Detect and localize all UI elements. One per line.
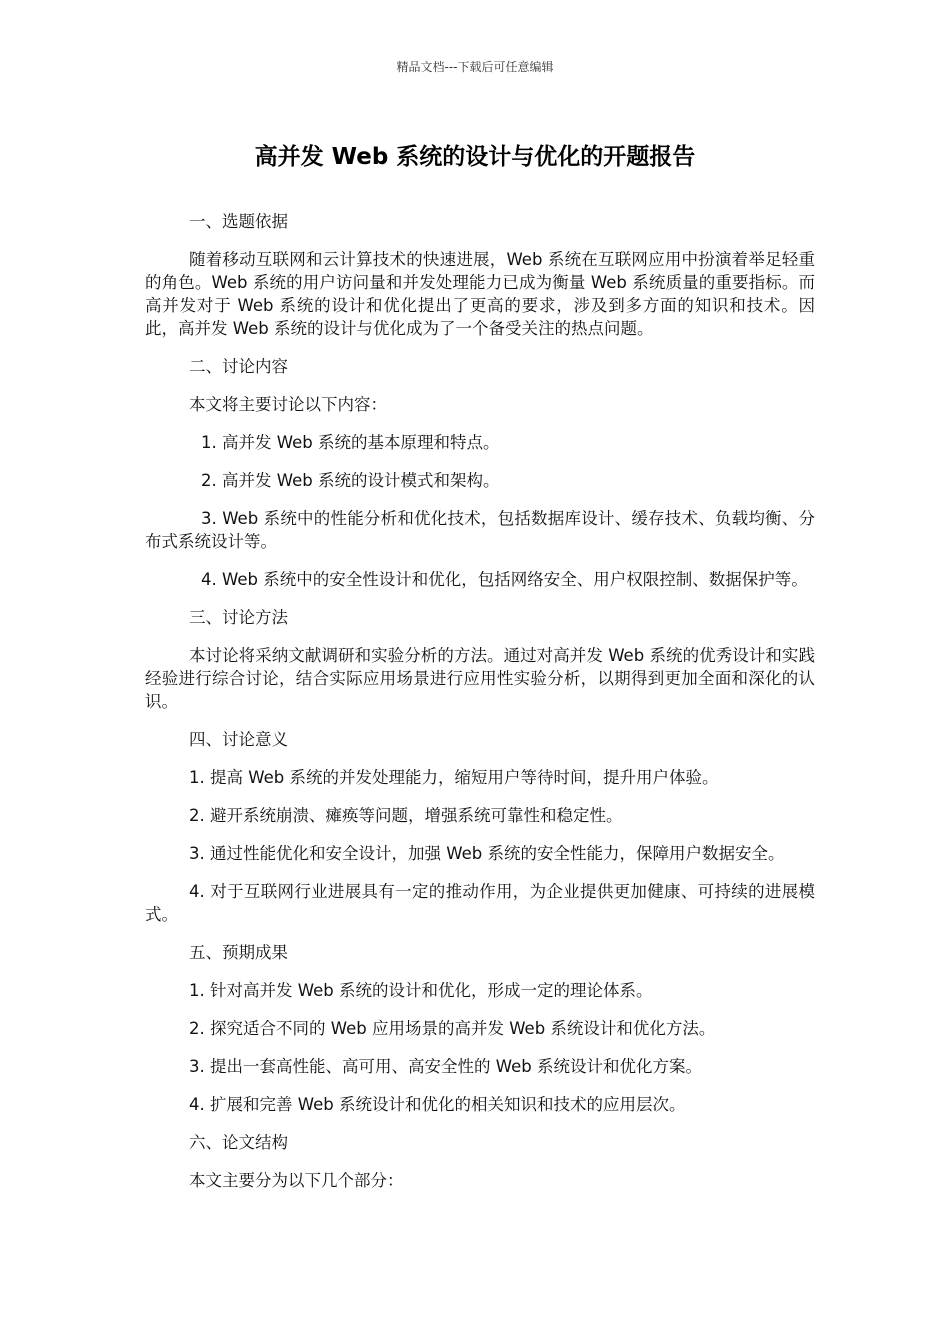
section-heading-structure: 六、论文结构 [189,1133,288,1152]
document-title: 高并发 Web 系统的设计与优化的开题报告 [254,144,696,170]
paragraph-structure-intro: 本文主要分为以下几个部分： [189,1171,404,1190]
section-heading-basis: 一、选题依据 [189,212,288,231]
results-item-4: 4. 扩展和完善 Web 系统设计和优化的相关知识和技术的应用层次。 [189,1095,686,1114]
results-item-1: 1. 针对高并发 Web 系统的设计和优化，形成一定的理论体系。 [189,981,653,1000]
paragraph-content-intro: 本文将主要讨论以下内容： [189,395,387,414]
significance-item-3: 3. 通过性能优化和安全设计，加强 Web 系统的安全性能力，保障用户数据安全。 [189,844,785,863]
results-item-2: 2. 探究适合不同的 Web 应用场景的高并发 Web 系统设计和优化方法。 [189,1019,716,1038]
paragraph-method: 本讨论将采纳文献调研和实验分析的方法。通过对高并发 Web 系统的优秀设计和实践经验进行综合讨论，结合实际应用场景进行应用性实验分析，以期得到更加全面和深化的认识。 [145,646,815,711]
section-heading-method: 三、讨论方法 [189,608,288,627]
section-heading-results: 五、预期成果 [189,943,288,962]
section-heading-content: 二、讨论内容 [189,357,288,376]
significance-item-1: 1. 提高 Web 系统的并发处理能力，缩短用户等待时间，提升用户体验。 [189,768,719,787]
content-item-1: 1. 高并发 Web 系统的基本原理和特点。 [201,433,500,452]
document-body [145,210,815,1207]
content-item-2: 2. 高并发 Web 系统的设计模式和架构。 [201,471,500,490]
content-item-4: 4. Web 系统中的安全性设计和优化，包括网络安全、用户权限控制、数据保护等。 [201,570,808,589]
significance-item-4: 4. 对于互联网行业进展具有一定的推动作用，为企业提供更加健康、可持续的进展模式。 [145,882,815,924]
header-note: 精品文档---下载后可任意编辑 [396,60,554,74]
content-item-3: 3. Web 系统中的性能分析和优化技术，包括数据库设计、缓存技术、负载均衡、分布式系统设计等。 [145,509,815,551]
section-heading-significance: 四、讨论意义 [189,730,288,749]
paragraph-basis: 随着移动互联网和云计算技术的快速进展，Web 系统在互联网应用中扮演着举足轻重的角色。Web 系统的用户访问量和并发处理能力已成为衡量 Web 系统质量的重要指标。而高并发对于 Web 系统的设计和优化提出了更高的要求，涉及到多方面的知识和技术。因此，高并发 Web 系统的设计与优化成为了一个备受关注的热点问题。 [145,250,815,338]
significance-item-2: 2. 避开系统崩溃、瘫痪等问题，增强系统可靠性和稳定性。 [189,806,623,825]
results-item-3: 3. 提出一套高性能、高可用、高安全性的 Web 系统设计和优化方案。 [189,1057,702,1076]
